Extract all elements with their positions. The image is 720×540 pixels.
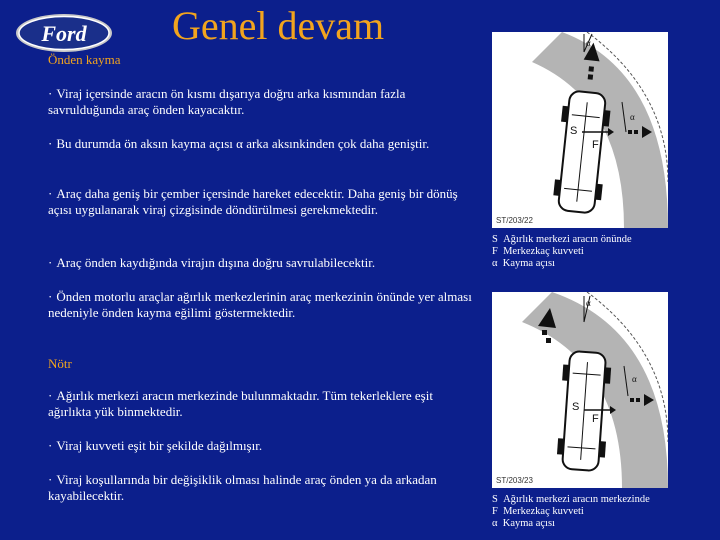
section-heading-understeer: Önden kayma bbox=[48, 52, 121, 67]
legend-item: S Ağırlık merkezi aracın merkezinde bbox=[492, 494, 650, 505]
ford-logo bbox=[14, 12, 114, 54]
bullet-item: · Önden motorlu araçlar ağırlık merkezlerinin araç merkezinin önünde yer alması nedeniyle önden kayma eğilimi göstermektedir. bbox=[48, 289, 472, 320]
logo-text: Ford bbox=[41, 21, 87, 46]
legend-item: S Ağırlık merkezi aracın önünde bbox=[492, 234, 632, 245]
label-s: S bbox=[570, 125, 578, 137]
section-heading-neutral: Nötr bbox=[48, 356, 72, 371]
neutral-diagram bbox=[492, 292, 668, 488]
legend-item: F Merkezkaç kuvveti bbox=[492, 246, 584, 257]
bullet-item: · Viraj kuvveti eşit bir şekilde dağılmışır. bbox=[48, 438, 263, 453]
svg-text:α: α bbox=[632, 374, 637, 384]
bullet-item: · Bu durumda ön aksın kayma açısı α arka aksınkinden çok daha geniştir. bbox=[48, 136, 430, 151]
svg-text:α: α bbox=[586, 38, 591, 48]
legend-item: α Kayma açısı bbox=[492, 518, 555, 529]
svg-text:α: α bbox=[630, 112, 635, 122]
legend-item: α Kayma açısı bbox=[492, 258, 555, 269]
bullet-item: · Ağırlık merkezi aracın merkezinde bulunmaktadır. Tüm tekerleklere eşit ağırlıkta yük binmektedir. bbox=[48, 388, 433, 419]
figure-code: ST/203/23 bbox=[496, 476, 533, 485]
label-f: F bbox=[592, 139, 599, 151]
page-title: Genel devam bbox=[172, 3, 385, 48]
figure-code: ST/203/22 bbox=[496, 216, 533, 225]
bullet-item: · Viraj içersinde aracın ön kısmı dışarıya doğru arka kısmından fazla savrulduğunda araç önden kayacaktır. bbox=[48, 86, 406, 117]
bullet-item: · Viraj koşullarında bir değişiklik olması halinde araç önden ya da arkadan kayabilecektir. bbox=[48, 472, 437, 503]
bullet-item: · Araç daha geniş bir çember içersinde hareket edecektir. Daha geniş bir dönüş açısı uygulanarak viraj çizgisinde döndürülmesi gerekmektedir. bbox=[48, 186, 458, 217]
legend-neutral bbox=[492, 494, 718, 530]
label-f: F bbox=[592, 413, 599, 425]
svg-text:α: α bbox=[586, 298, 591, 308]
label-s: S bbox=[572, 401, 580, 413]
legend-item: F Merkezkaç kuvveti bbox=[492, 506, 584, 517]
legend-understeer bbox=[492, 234, 718, 270]
bullet-item: · Araç önden kaydığında virajın dışına doğru savrulabilecektir. bbox=[48, 255, 376, 270]
understeer-diagram bbox=[492, 32, 668, 228]
